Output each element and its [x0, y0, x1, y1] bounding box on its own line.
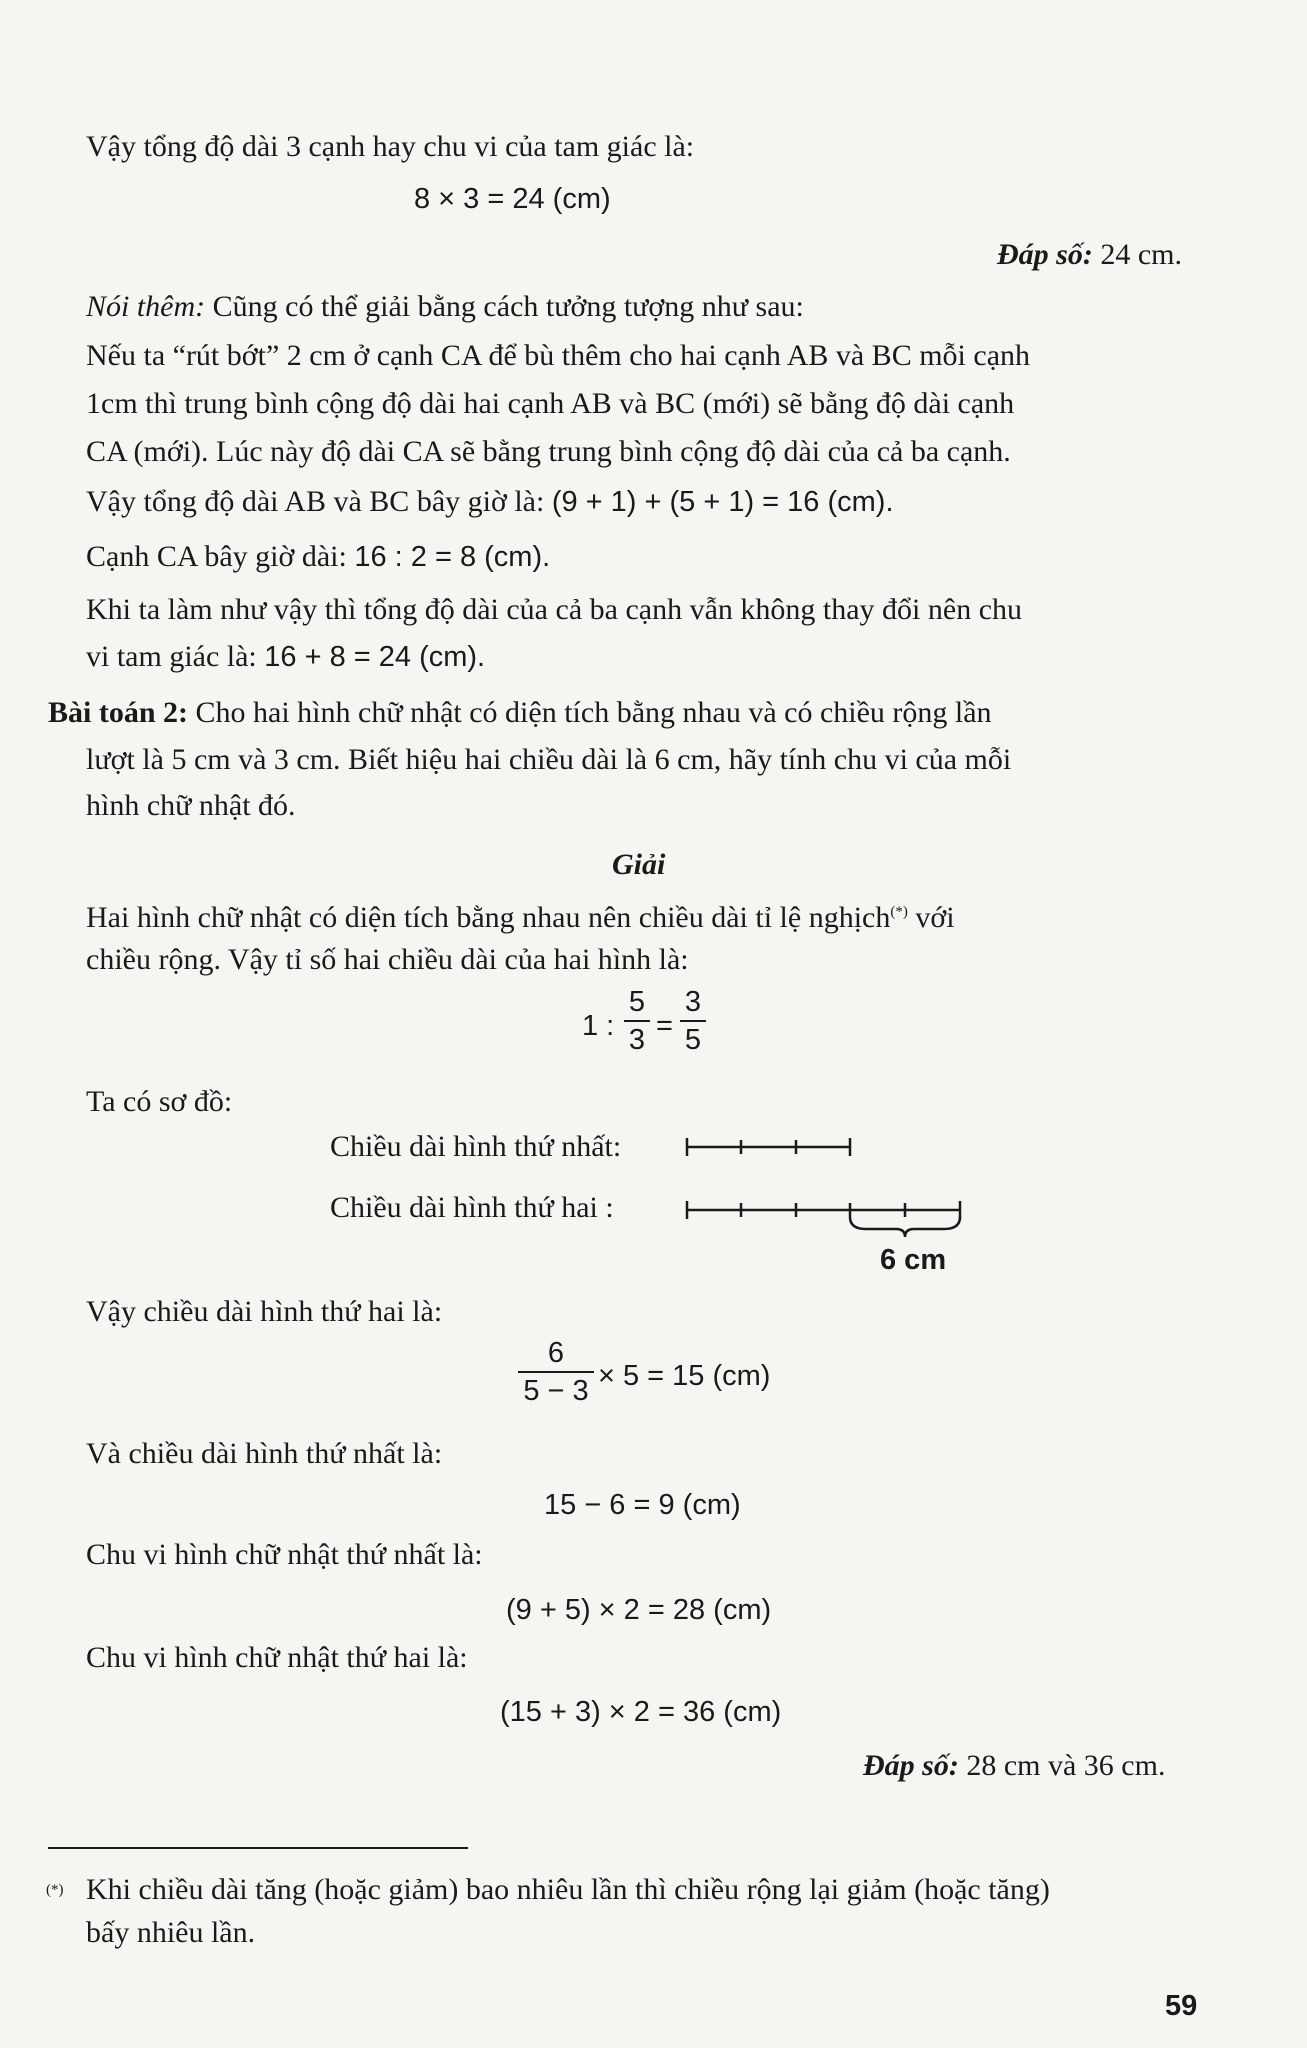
text-part: với	[907, 901, 955, 934]
equation: × 5 = 15 (cm)	[598, 1360, 771, 1392]
footnote-line: bấy nhiêu lần.	[86, 1916, 256, 1949]
answer-label: Đáp số:	[997, 238, 1093, 271]
text-line	[86, 637, 485, 677]
fraction-denominator: 3	[628, 1024, 646, 1056]
text-part: Vậy tổng độ dài AB và BC bây giờ là:	[86, 485, 552, 518]
text-line: CA (mới). Lúc này độ dài CA sẽ bằng trung bình cộng độ dài của cả ba cạnh.	[86, 435, 1011, 468]
text-line: Khi ta làm như vậy thì tổng độ dài của cả ba cạnh vẫn không thay đổi nên chu	[86, 593, 1023, 626]
text-line: Chu vi hình chữ nhật thứ hai là:	[86, 1641, 468, 1674]
note-text: Cũng có thể giải bằng cách tưởng tượng như sau:	[205, 290, 804, 323]
problem-line: hình chữ nhật đó.	[86, 789, 296, 822]
fraction-numerator: 3	[684, 986, 702, 1018]
equation: 15 − 6 = 9 (cm)	[544, 1489, 741, 1521]
equation-inline: 16 : 2 = 8 (cm).	[354, 541, 551, 573]
text-line	[86, 892, 955, 938]
text-part: vi tam giác là:	[86, 640, 265, 673]
footnote-divider	[48, 1847, 468, 1849]
fraction-numerator: 5	[628, 986, 646, 1018]
problem-label: Bài toán 2:	[48, 696, 189, 729]
diagram-label-second: Chiều dài hình thứ hai :	[330, 1191, 614, 1224]
text-line	[86, 482, 894, 522]
problem-line	[48, 693, 992, 733]
text-line: Ta có sơ đồ:	[86, 1085, 233, 1118]
text-line: Vậy chiều dài hình thứ hai là:	[86, 1295, 443, 1328]
fraction	[680, 984, 706, 1058]
problem-line: lượt là 5 cm và 3 cm. Biết hiệu hai chiều dài là 6 cm, hãy tính chu vi của mỗi	[86, 743, 1012, 776]
text-line: Vậy tổng độ dài 3 cạnh hay chu vi của tam giác là:	[86, 130, 695, 163]
brace	[850, 1217, 960, 1237]
text-line: Và chiều dài hình thứ nhất là:	[86, 1437, 443, 1470]
text-part: Hai hình chữ nhật có diện tích bằng nhau nên chiều dài tỉ lệ nghịch	[86, 901, 891, 934]
text-line: chiều rộng. Vậy tỉ số hai chiều dài của hai hình là:	[86, 943, 689, 976]
fraction-denominator: 5 − 3	[523, 1375, 589, 1407]
answer-value: 28 cm và 36 cm.	[958, 1749, 1166, 1782]
footnote-mark: (*)	[46, 1882, 64, 1898]
equation: 8 × 3 = 24 (cm)	[414, 183, 611, 215]
note-line	[86, 287, 804, 327]
answer-line	[863, 1746, 1165, 1786]
fraction	[624, 984, 650, 1058]
footnote-ref: (*)	[890, 904, 908, 920]
note-label: Nói thêm:	[86, 290, 206, 323]
answer-line	[997, 235, 1182, 275]
footnote-line: Khi chiều dài tăng (hoặc giảm) bao nhiêu lần thì chiều rộng lại giảm (hoặc tăng)	[86, 1873, 1050, 1906]
text-line: Chu vi hình chữ nhật thứ nhất là:	[86, 1538, 483, 1571]
equation-inline: 16 + 8 = 24 (cm).	[264, 641, 486, 673]
answer-label: Đáp số:	[863, 1749, 959, 1782]
text-line: 1cm thì trung bình cộng độ dài hai cạnh AB và BC (mới) sẽ bằng độ dài cạnh	[86, 387, 1015, 420]
footnote-line	[46, 1870, 64, 1916]
fraction-numerator: 6	[547, 1337, 565, 1369]
equation: (9 + 5) × 2 = 28 (cm)	[506, 1594, 772, 1626]
ratio-lhs: 1 :	[582, 1010, 615, 1042]
diagram-label-first: Chiều dài hình thứ nhất:	[330, 1130, 622, 1163]
equals-sign: =	[656, 1010, 673, 1042]
equation: (15 + 3) × 2 = 36 (cm)	[500, 1696, 782, 1728]
text-line: Nếu ta “rút bớt” 2 cm ở cạnh CA để bù thêm cho hai cạnh AB và BC mỗi cạnh	[86, 339, 1031, 372]
diagram-difference-label: 6 cm	[880, 1244, 947, 1276]
fraction	[518, 1335, 594, 1409]
equation-inline: (9 + 1) + (5 + 1) = 16 (cm).	[551, 486, 894, 518]
fraction-denominator: 5	[684, 1024, 702, 1056]
text-line	[86, 537, 550, 577]
problem-text: Cho hai hình chữ nhật có diện tích bằng nhau và có chiều rộng lần	[188, 696, 992, 729]
page-number: 59	[1165, 1990, 1198, 2022]
answer-value: 24 cm.	[1092, 238, 1182, 271]
text-part: Cạnh CA bây giờ dài:	[86, 540, 355, 573]
solution-title: Giải	[612, 848, 666, 881]
